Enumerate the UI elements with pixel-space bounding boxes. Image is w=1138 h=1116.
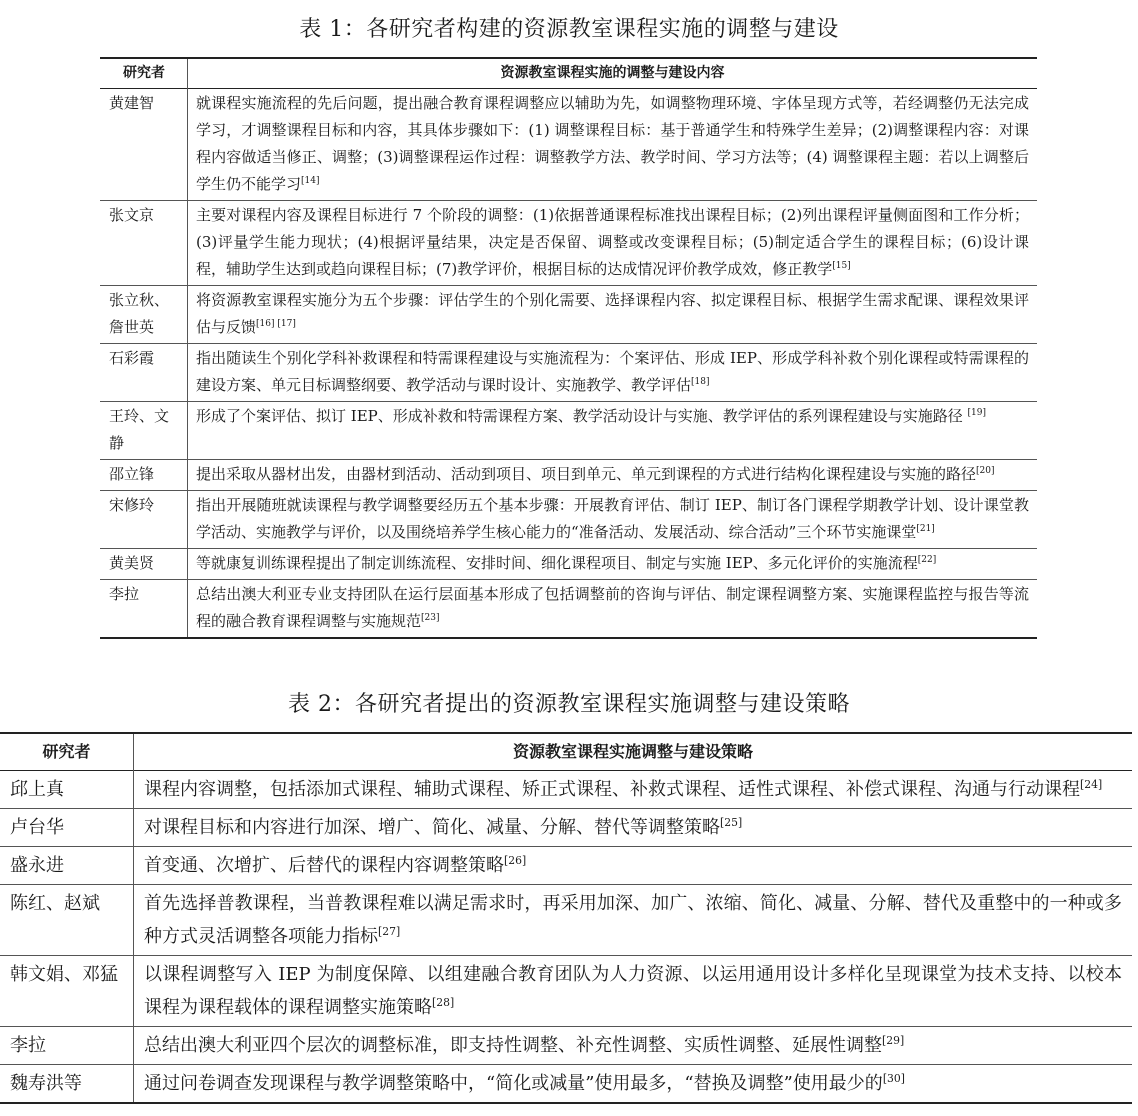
content-cell	[134, 809, 1133, 847]
content-cell	[134, 956, 1133, 1027]
content-cell	[188, 286, 1038, 344]
content-cell	[134, 847, 1133, 885]
table1-header-content: 资源教室课程实施的调整与建设内容	[500, 65, 725, 81]
content-cell	[188, 89, 1038, 201]
researcher-cell: 李拉	[0, 1027, 134, 1065]
content-text: 主要对课程内容及课程目标进行 7 个阶段的调整：(1)依据普通课程标准找出课程目标；(2)列出课程评量侧面图和工作分析；(3)评量学生能力现状；(4)根据评量结果，决定是否保留、调整或改变课程目标；(5)制定适合学生的课程目标；(6)设计课程，辅助学生达到或趋向课程目标；(7)教学评价，根据目标的达成情况评价教学成效，修正教学	[196, 206, 1029, 278]
content-text: 总结出澳大利亚四个层次的调整标准，即支持性调整、补充性调整、实质性调整、延展性调整	[144, 1035, 882, 1056]
researcher-cell: 卢台华	[0, 809, 134, 847]
table-row	[100, 89, 1037, 201]
content-text: 等就康复训练课程提出了制定训练流程、安排时间、细化课程项目、制定与实施 IEP、多元化评价的实施流程	[196, 554, 918, 572]
content-text: 对课程目标和内容进行加深、增广、简化、减量、分解、替代等调整策略	[144, 817, 720, 838]
table2-header-researcher: 研究者	[0, 733, 134, 771]
citation-ref: [25]	[720, 816, 743, 829]
table-row	[0, 885, 1132, 956]
table-row	[100, 344, 1037, 402]
citation-ref: [22]	[917, 555, 937, 565]
researcher-cell: 张立秋、詹世英	[100, 286, 188, 344]
researcher-cell: 邱上真	[0, 771, 134, 809]
table-row	[0, 1027, 1132, 1065]
table2-header-row	[0, 733, 1132, 771]
table-row	[100, 549, 1037, 580]
content-cell	[188, 549, 1038, 580]
content-cell	[134, 885, 1133, 956]
content-text: 就课程实施流程的先后问题，提出融合教育课程调整应以辅助为先，如调整物理环境、字体呈现方式等，若经调整仍无法完成学习，才调整课程目标和内容，其具体步骤如下：(1) 调整课程目标：基于普通学生和特殊学生差异；(2)调整课程内容：对课程内容做适当修正、调整；(3)调整课程运作过程：调整教学方法、教学时间、学习方法等；(4) 调整课程主题：若以上调整后学生仍不能学习	[196, 94, 1029, 193]
researcher-cell: 邵立锋	[100, 460, 188, 491]
citation-ref: [30]	[882, 1072, 905, 1085]
researcher-cell: 盛永进	[0, 847, 134, 885]
content-cell	[134, 771, 1133, 809]
researcher-cell: 李拉	[100, 580, 188, 639]
citation-ref: [19]	[967, 408, 986, 418]
table2-header-strategy: 资源教室课程实施调整与建设策略	[512, 742, 753, 761]
content-text: 首变通、次增扩、后替代的课程内容调整策略	[144, 855, 504, 876]
content-text: 指出随读生个别化学科补救课程和特需课程建设与实施流程为：个案评估、形成 IEP、形成学科补救个别化课程或特需课程的建设方案、单元目标调整纲要、教学活动与课时设计、实施教学、教学评估	[196, 349, 1029, 394]
content-text: 将资源教室课程实施分为五个步骤：评估学生的个别化需要、选择课程内容、拟定课程目标、根据学生需求配课、课程效果评估与反馈	[196, 291, 1029, 336]
table1-header-researcher: 研究者	[100, 58, 188, 89]
researcher-cell: 魏寿洪等	[0, 1065, 134, 1104]
table2-caption: 表 2：各研究者提出的资源教室课程实施调整与建设策略	[288, 692, 850, 717]
citation-ref: [23]	[421, 613, 440, 623]
content-cell	[188, 344, 1038, 402]
citation-ref: [24]	[1080, 778, 1103, 791]
researcher-cell: 张文京	[100, 201, 188, 286]
researcher-cell: 石彩霞	[100, 344, 188, 402]
table1-header-row	[100, 58, 1037, 89]
content-text: 首先选择普教课程，当普教课程难以满足需求时，再采用加深、加广、浓缩、简化、减量、分解、替代及重整中的一种或多种方式灵活调整各项能力指标	[144, 893, 1122, 947]
citation-ref: [15]	[832, 261, 851, 271]
researcher-cell: 陈红、赵斌	[0, 885, 134, 956]
content-cell	[188, 402, 1038, 460]
table-row	[100, 201, 1037, 286]
researcher-cell: 黄美贤	[100, 549, 188, 580]
table-row	[0, 847, 1132, 885]
table-row	[100, 402, 1037, 460]
table1	[100, 57, 1037, 639]
citation-ref: [18]	[691, 377, 710, 387]
table-row	[100, 460, 1037, 491]
content-cell	[134, 1065, 1133, 1104]
content-cell	[188, 580, 1038, 639]
citation-ref: [16] [17]	[256, 319, 296, 329]
citation-ref: [21]	[916, 524, 935, 534]
content-text: 形成了个案评估、拟订 IEP、形成补救和特需课程方案、教学活动设计与实施、教学评估的系列课程建设与实施路径	[196, 407, 968, 425]
citation-ref: [26]	[504, 854, 527, 867]
content-text: 总结出澳大利亚专业支持团队在运行层面基本形成了包括调整前的咨询与评估、制定课程调整方案、实施课程监控与报告等流程的融合教育课程调整与实施规范	[196, 585, 1029, 630]
content-cell	[188, 491, 1038, 549]
citation-ref: [14]	[301, 176, 320, 186]
content-text: 以课程调整写入 IEP 为制度保障、以组建融合教育团队为人力资源、以运用通用设计多样化呈现课堂为技术支持、以校本课程为课程载体的课程调整实施策略	[144, 964, 1122, 1018]
content-text: 指出开展随班就读课程与教学调整要经历五个基本步骤：开展教育评估、制订 IEP、制订各门课程学期教学计划、设计课堂教学活动、实施教学与评价，以及围绕培养学生核心能力的“准备活动、发展活动、综合活动”三个环节实施课堂	[196, 496, 1029, 541]
citation-ref: [27]	[378, 925, 401, 938]
researcher-cell: 韩文娟、邓猛	[0, 956, 134, 1027]
citation-ref: [20]	[976, 466, 995, 476]
table-row	[0, 809, 1132, 847]
table2	[0, 732, 1132, 1104]
table-row	[0, 771, 1132, 809]
table-row	[100, 286, 1037, 344]
researcher-cell: 王玲、文静	[100, 402, 188, 460]
table-row	[0, 1065, 1132, 1104]
content-text: 提出采取从器材出发，由器材到活动、活动到项目、项目到单元、单元到课程的方式进行结构化课程建设与实施的路径	[196, 465, 977, 483]
citation-ref: [29]	[882, 1034, 905, 1047]
table1-caption: 表 1：各研究者构建的资源教室课程实施的调整与建设	[299, 17, 839, 42]
researcher-cell: 黄建智	[100, 89, 188, 201]
content-cell	[134, 1027, 1133, 1065]
table-row	[0, 956, 1132, 1027]
content-cell	[188, 201, 1038, 286]
researcher-cell: 宋修玲	[100, 491, 188, 549]
citation-ref: [28]	[432, 996, 455, 1009]
content-text: 课程内容调整，包括添加式课程、辅助式课程、矫正式课程、补救式课程、适性式课程、补偿式课程、沟通与行动课程	[144, 779, 1080, 800]
table-row	[100, 580, 1037, 639]
content-text: 通过问卷调查发现课程与教学调整策略中，“简化或减量”使用最多，“替换及调整”使用最少的	[144, 1073, 883, 1094]
table-row	[100, 491, 1037, 549]
content-cell	[188, 460, 1038, 491]
